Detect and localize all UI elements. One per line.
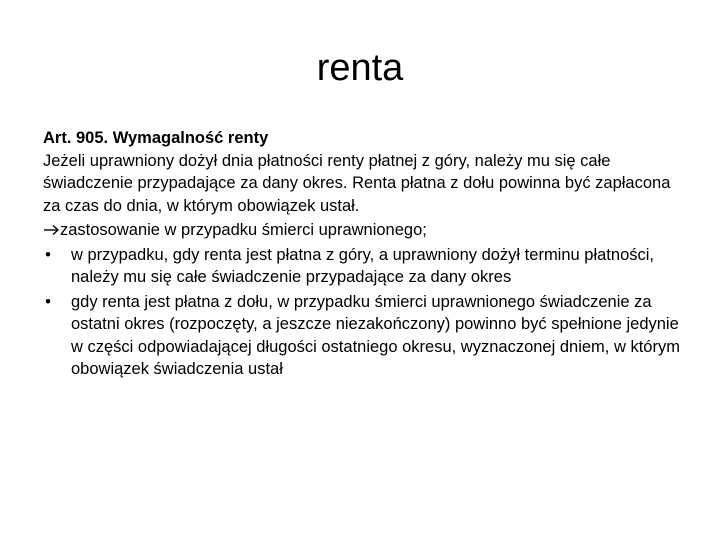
bullet-dot-icon: •	[45, 292, 51, 311]
list-item	[43, 244, 683, 289]
list-item	[43, 291, 683, 381]
slide-title: renta	[316, 47, 404, 89]
bullet-list	[43, 244, 683, 381]
article-paragraph: Jeżeli uprawniony dożył dnia płatności renty płatnej z góry, należy mu się całe świadczenie przypadające za dany okres. Renta płatna z dołu powinna być zapłacona za czas do dnia, w którym obowiązek ustał.	[43, 151, 671, 215]
right-arrow-icon	[43, 224, 60, 236]
bullet-dot-icon: •	[45, 245, 51, 264]
arrow-text: zastosowanie w przypadku śmierci uprawnionego;	[60, 221, 427, 239]
arrow-line	[43, 219, 683, 242]
slide-content	[43, 127, 683, 383]
bullet-text: w przypadku, gdy renta jest płatna z góry, a uprawniony dożył terminu płatności, należy mu się całe świadczenie przypadające za dany okres	[71, 245, 654, 286]
article-heading: Art. 905. Wymagalność renty	[43, 129, 269, 147]
bullet-text: gdy renta jest płatna z dołu, w przypadku śmierci uprawnionego świadczenie za ostatni okres (rozpoczęty, a jeszcze niezakończony) powinno być spełnione jedynie w części odpowiadającej długości ostatniego okresu, wyznaczonej dniem, w którym obowiązek świadczenia ustał	[71, 292, 680, 378]
